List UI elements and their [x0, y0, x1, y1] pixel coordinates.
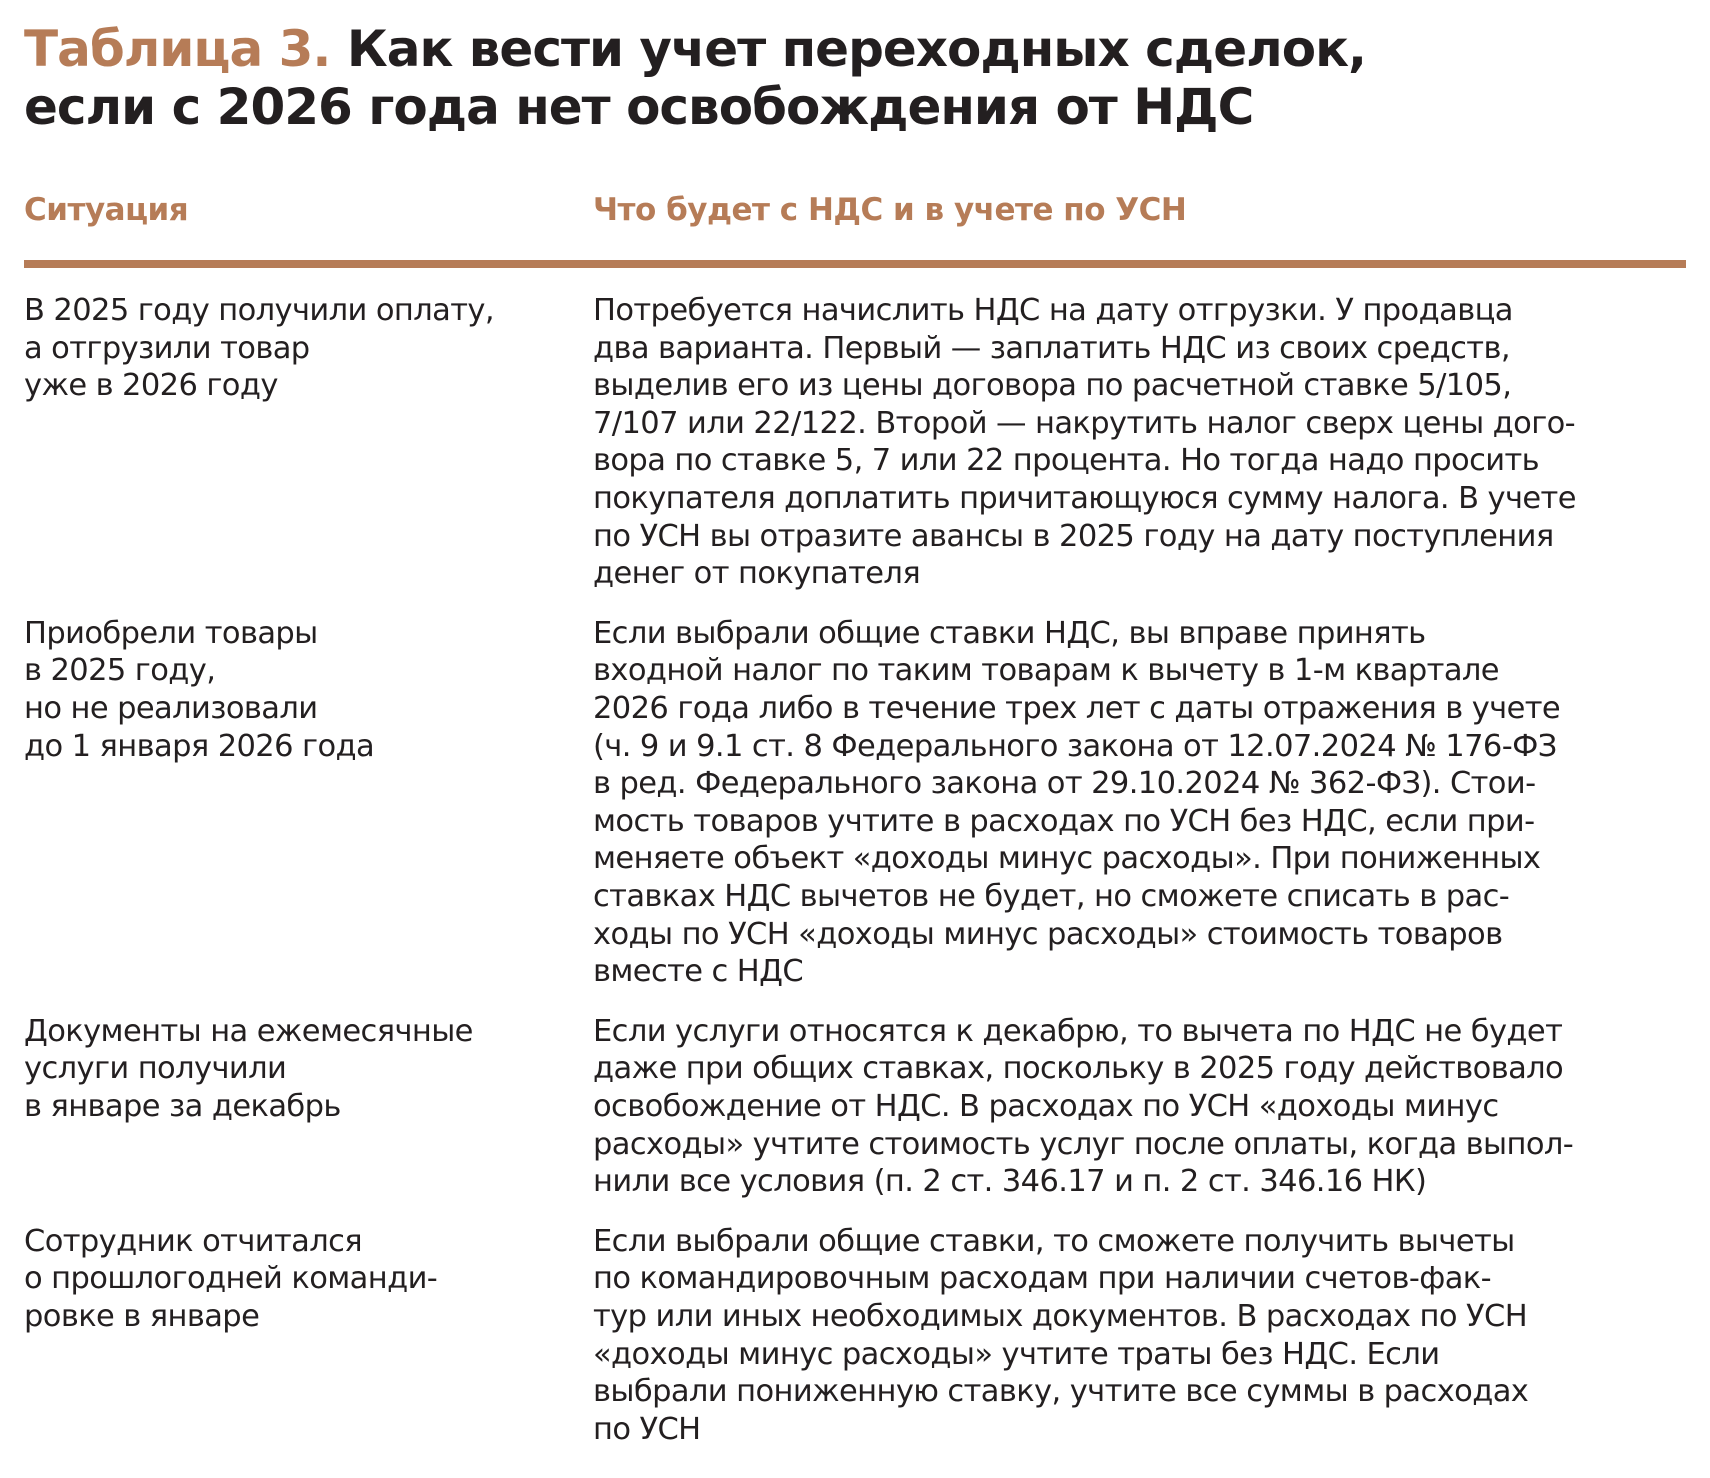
situation-line: В 2025 году получили оплату,	[24, 293, 494, 328]
situation-line: Документы на ежемесячные	[24, 1013, 473, 1049]
effect-line: по УСН	[593, 1411, 701, 1447]
situation-line: в январе за декабрь	[24, 1088, 341, 1124]
effect-cell	[593, 1013, 1686, 1201]
effect-line: два варианта. Первый — заплатить НДС из своих средств,	[593, 330, 1510, 366]
effect-line: 2026 года либо в течение трех лет с даты отражения в учете	[593, 690, 1561, 726]
situation-line: но не реализовали	[24, 690, 318, 726]
situation-line: Сотрудник отчитался	[24, 1223, 363, 1259]
effect-line: (ч. 9 и 9.1 ст. 8 Федерального закона от 12.07.2024 № 176-ФЗ	[593, 728, 1557, 764]
effect-line: мость товаров учтите в расходах по УСН без НДС, если при-	[593, 803, 1535, 839]
effect-line: расходы» учтите стоимость услуг после оплаты, когда выпол-	[593, 1126, 1574, 1162]
effect-line: ставках НДС вычетов не будет, но сможете списать в рас-	[593, 878, 1510, 914]
effect-line: даже при общих ставках, поскольку в 2025 году действовало	[593, 1051, 1564, 1087]
effect-line: «доходы минус расходы» учтите траты без НДС. Если	[593, 1336, 1440, 1372]
effect-line: денег от покупателя	[593, 556, 921, 592]
situation-line: уже в 2026 году	[24, 368, 278, 404]
header-divider	[24, 260, 1686, 268]
effect-line: освобождение от НДС. В расходах по УСН «доходы минус	[593, 1088, 1499, 1124]
effect-cell	[593, 615, 1686, 991]
column-header-situation: Ситуация	[24, 192, 189, 228]
effect-line: вместе с НДС	[593, 954, 804, 990]
effect-line: входной налог по таким товарам к вычету в 1-м квартале	[593, 653, 1499, 689]
effect-line: выбрали пониженную ставку, учтите все суммы в расходах	[593, 1374, 1529, 1410]
situation-cell	[24, 615, 564, 765]
situation-cell	[24, 292, 564, 405]
effect-line: по командировочным расходам при наличии счетов-фак-	[593, 1261, 1492, 1297]
effect-line: нили все условия (п. 2 ст. 346.17 и п. 2 ст. 346.16 НК)	[593, 1164, 1427, 1200]
effect-line: ходы по УСН «доходы минус расходы» стоимость товаров	[593, 916, 1503, 952]
situation-line: услуги получили	[24, 1051, 287, 1087]
situation-line: о прошлогодней команди-	[24, 1261, 438, 1297]
effect-line: в ред. Федерального закона от 29.10.2024 № 362-ФЗ). Стои-	[593, 766, 1536, 802]
column-header-effect: Что будет с НДС и в учете по УСН	[593, 192, 1187, 228]
effect-cell	[593, 292, 1686, 593]
situation-cell	[24, 1013, 564, 1126]
table-title	[24, 20, 1686, 136]
effect-line: вора по ставке 5, 7 или 22 процента. Но тогда надо просить	[593, 443, 1540, 479]
situation-line: в 2025 году,	[24, 653, 216, 689]
table-number-label: Таблица 3.	[24, 20, 331, 78]
effect-line: покупателя доплатить причитающуюся сумму налога. В учете	[593, 480, 1576, 516]
effect-line: Если услуги относятся к декабрю, то вычета по НДС не будет	[593, 1013, 1563, 1049]
title-text-1: Как вести учет переходных сделок,	[346, 20, 1367, 78]
situation-line: а отгрузили товар	[24, 330, 310, 366]
situation-cell	[24, 1223, 564, 1336]
title-line-2: если с 2026 года нет освобождения от НДС	[24, 78, 1254, 136]
document-page	[24, 20, 1686, 1447]
table-header	[24, 192, 1686, 232]
situation-line: ровке в январе	[24, 1298, 260, 1334]
effect-line: Если выбрали общие ставки, то сможете получить вычеты	[593, 1223, 1515, 1259]
effect-line: 7/107 или 22/122. Второй — накрутить налог сверх цены дого-	[593, 405, 1576, 441]
effect-line: по УСН вы отразите авансы в 2025 году на дату поступления	[593, 518, 1554, 554]
effect-cell	[593, 1223, 1686, 1449]
situation-line: до 1 января 2026 года	[24, 728, 375, 764]
effect-line: Потребуется начислить НДС на дату отгрузки. У продавца	[593, 293, 1513, 328]
effect-line: выделив его из цены договора по расчетной ставке 5/105,	[593, 368, 1512, 404]
effect-line: Если выбрали общие ставки НДС, вы вправе принять	[593, 615, 1426, 651]
effect-line: меняете объект «доходы минус расходы». При пониженных	[593, 841, 1541, 877]
title-line-1	[24, 20, 1686, 78]
effect-line: тур или иных необходимых документов. В расходах по УСН	[593, 1298, 1528, 1334]
situation-line: Приобрели товары	[24, 615, 318, 651]
